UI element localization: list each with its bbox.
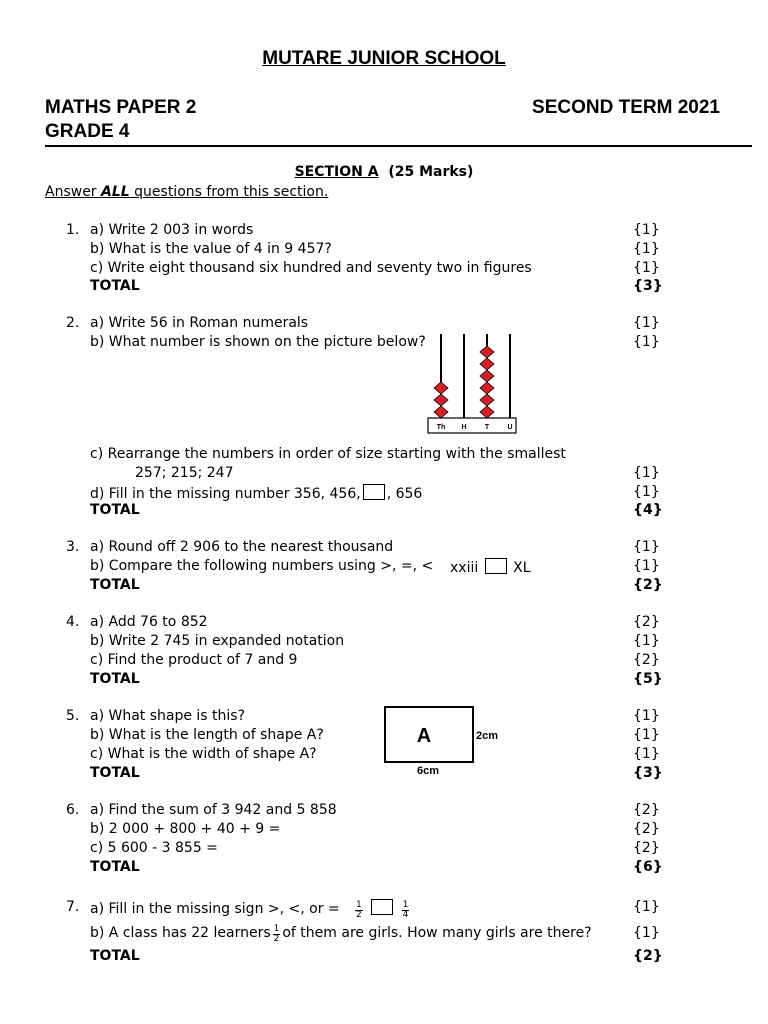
school-name: MUTARE JUNIOR SCHOOL — [262, 48, 506, 69]
abacus-rods — [441, 334, 510, 418]
grade-label: GRADE 4 — [45, 121, 130, 142]
q2c-numbers: 257; 215; 247 — [135, 465, 234, 481]
abacus-bead-th — [434, 382, 448, 394]
q2c-text: c) Rearrange the numbers in order of size starting with the smallest — [90, 446, 566, 462]
paper-title: MATHS PAPER 2 — [45, 97, 197, 118]
q7b-fraction: $\frac{1}{2}$ — [273, 924, 280, 944]
q3b-mark: {1} — [633, 558, 660, 574]
q7-total-label: TOTAL — [90, 948, 140, 964]
q2d-mark: {1} — [633, 484, 660, 500]
q2d-answer-box[interactable] — [363, 484, 385, 500]
q6a-mark: {2} — [633, 802, 660, 818]
q7a-fraction-left: $\frac{1}{2}$ — [356, 900, 362, 920]
q2-total-label: TOTAL — [90, 502, 140, 518]
q3b-compare: xxiii XL — [450, 560, 531, 576]
q5b-mark: {1} — [633, 727, 660, 743]
term-label: SECOND TERM 2021 — [532, 97, 720, 118]
q2-number: 2. — [66, 315, 80, 331]
q3b-text: b) Compare the following numbers using >, =, < — [90, 558, 434, 574]
abacus-bead-th — [434, 394, 448, 406]
q6b-mark: {2} — [633, 821, 660, 837]
q6b-text: b) 2 000 + 800 + 40 + 9 = — [90, 821, 281, 837]
section-instruction: Answer ALL questions from this section. — [45, 184, 329, 200]
q1a-text: a) Write 2 003 in words — [90, 222, 254, 238]
section-heading — [0, 164, 768, 180]
q7a-text: a) Fill in the missing sign >, <, or = $\frac{1}{2}$ $\frac{1}{4}$ — [90, 900, 409, 920]
q4-total-label: TOTAL — [90, 671, 140, 687]
q4c-text: c) Find the product of 7 and 9 — [90, 652, 298, 668]
shape-a-height: 2cm — [476, 730, 499, 742]
q2d-text: d) Fill in the missing number 356, 456, , 656 — [90, 486, 423, 502]
q6-number: 6. — [66, 802, 80, 818]
q2c-mark: {1} — [633, 465, 660, 481]
abacus-bead-t — [480, 358, 494, 370]
q5-total-mark: {3} — [633, 765, 663, 781]
q3-total-label: TOTAL — [90, 577, 140, 593]
q5-total-label: TOTAL — [90, 765, 140, 781]
q7b-text: b) A class has 22 learners $\frac{1}{2}$ of them are girls. How many girls are there? — [90, 924, 592, 944]
q7b-mark: {1} — [633, 925, 660, 941]
q7-total-mark: {2} — [633, 948, 663, 964]
q7a-answer-box[interactable] — [371, 899, 393, 915]
q6c-mark: {2} — [633, 840, 660, 856]
abacus-diagram — [424, 330, 520, 436]
q2a-mark: {1} — [633, 315, 660, 331]
q3b-answer-box[interactable] — [485, 558, 507, 574]
abacus-label-u: U — [507, 424, 513, 431]
q5c-text: c) What is the width of shape A? — [90, 746, 317, 762]
q5a-mark: {1} — [633, 708, 660, 724]
q5a-text: a) What shape is this? — [90, 708, 246, 724]
q2b-text: b) What number is shown on the picture below? — [90, 334, 426, 350]
q6-total-mark: {6} — [633, 859, 663, 875]
q6-total-label: TOTAL — [90, 859, 140, 875]
shape-a-diagram — [380, 702, 510, 782]
q1-total-mark: {3} — [633, 278, 663, 294]
q4a-mark: {2} — [633, 614, 660, 630]
abacus-bead-t — [480, 346, 494, 358]
q6a-text: a) Find the sum of 3 942 and 5 858 — [90, 802, 337, 818]
q4c-mark: {2} — [633, 652, 660, 668]
abacus-label-th: Th — [436, 424, 446, 431]
abacus-bead-t — [480, 382, 494, 394]
q7a-fraction-right: $\frac{1}{4}$ — [402, 900, 409, 920]
abacus-bead-t — [480, 394, 494, 406]
q7a-mark: {1} — [633, 899, 660, 915]
q4b-mark: {1} — [633, 633, 660, 649]
q4a-text: a) Add 76 to 852 — [90, 614, 208, 630]
q4b-text: b) Write 2 745 in expanded notation — [90, 633, 345, 649]
q5c-mark: {1} — [633, 746, 660, 762]
q1b-text: b) What is the value of 4 in 9 457? — [90, 241, 332, 257]
abacus-label-h: H — [461, 424, 467, 431]
q1-total-label: TOTAL — [90, 278, 140, 294]
q3a-mark: {1} — [633, 539, 660, 555]
q4-number: 4. — [66, 614, 80, 630]
q3-number: 3. — [66, 539, 80, 555]
q5-number: 5. — [66, 708, 80, 724]
q1b-mark: {1} — [633, 241, 660, 257]
q1c-text: c) Write eight thousand six hundred and seventy two in figures — [90, 260, 532, 276]
q3-total-mark: {2} — [633, 577, 663, 593]
abacus-bead-t — [480, 406, 494, 418]
q1c-mark: {1} — [633, 260, 660, 276]
abacus-label-t: T — [484, 424, 490, 431]
q2-total-mark: {4} — [633, 502, 663, 518]
section-title: SECTION A — [294, 164, 379, 180]
shape-a-label: A — [416, 725, 432, 747]
shape-a-width: 6cm — [416, 765, 440, 777]
q7-number: 7. — [66, 899, 80, 915]
q1a-mark: {1} — [633, 222, 660, 238]
header-rule — [45, 145, 752, 147]
q2a-text: a) Write 56 in Roman numerals — [90, 315, 309, 331]
q2b-mark: {1} — [633, 334, 660, 350]
q1-number: 1. — [66, 222, 80, 238]
section-marks: (25 Marks) — [388, 164, 474, 180]
q6c-text: c) 5 600 - 3 855 = — [90, 840, 218, 856]
q3a-text: a) Round off 2 906 to the nearest thousand — [90, 539, 394, 555]
abacus-bead-t — [480, 370, 494, 382]
q5b-text: b) What is the length of shape A? — [90, 727, 324, 743]
q4-total-mark: {5} — [633, 671, 663, 687]
abacus-bead-th — [434, 406, 448, 418]
